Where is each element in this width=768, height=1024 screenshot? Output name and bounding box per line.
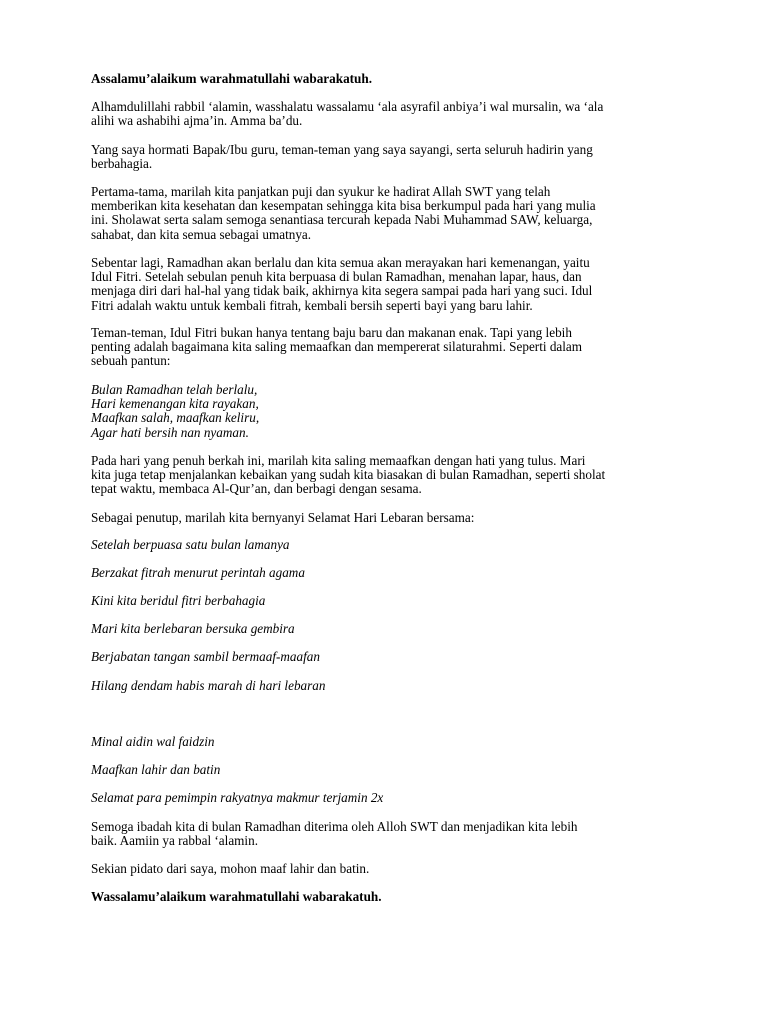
opening-line: alihi wa ashabihi ajma’in. Amma ba’du. xyxy=(91,113,303,129)
prayer-paragraph xyxy=(91,820,691,848)
song-verse-text: Kini kita beridul fitri berbahagia xyxy=(91,593,266,608)
pantun-stanza xyxy=(91,383,691,440)
song-verse-text: Selamat para pemimpin rakyatnya makmur terjamin 2x xyxy=(91,790,384,805)
blessed-day-line: tepat waktu, membaca Al-Qur’an, dan berbagi dengan sesama. xyxy=(91,481,422,497)
pantun-line: Hari kemenangan kita rayakan, xyxy=(91,396,259,412)
closing-intro xyxy=(91,511,691,525)
song-verse xyxy=(91,622,691,636)
song-verse xyxy=(91,566,691,580)
opening-line: Alhamdulillahi rabbil ‘alamin, wasshalatu wassalamu ‘ala asyrafil anbiya’i wal mursalin, wa ‘ala xyxy=(91,99,604,114)
greeting xyxy=(91,72,691,86)
farewell xyxy=(91,890,691,904)
opening-paragraph xyxy=(91,100,691,128)
ramadhan-line: Idul Fitri. Setelah sebulan penuh kita berpuasa di bulan Ramadhan, menahan lapar, haus, dan xyxy=(91,269,582,285)
gratitude-line: ini. Sholawat serta salam semoga senantiasa tercurah kepada Nabi Muhammad SAW, keluarga, xyxy=(91,212,593,228)
forgiveness-paragraph xyxy=(91,326,691,369)
apology-text: Sekian pidato dari saya, mohon maaf lahir dan batin. xyxy=(91,861,370,876)
forgiveness-line: Teman-teman, Idul Fitri bukan hanya tentang baju baru dan makanan enak. Tapi yang lebih xyxy=(91,325,572,340)
gratitude-line: memberikan kita kesehatan dan kesempatan sehingga kita bisa berkumpul pada hari yang mulia xyxy=(91,198,596,214)
song-verse-text: Berjabatan tangan sambil bermaaf-maafan xyxy=(91,649,320,664)
song-verse xyxy=(91,538,691,552)
ramadhan-line: Sebentar lagi, Ramadhan akan berlalu dan kita semua akan merayakan hari kemenangan, yaitu xyxy=(91,255,590,270)
song-verse xyxy=(91,594,691,608)
song-verse xyxy=(91,679,691,693)
forgiveness-line: sebuah pantun: xyxy=(91,353,171,369)
ramadhan-line: Fitri adalah waktu untuk kembali fitrah, kembali bersih seperti bayi yang baru lahir. xyxy=(91,297,533,313)
song-verse xyxy=(91,650,691,664)
blessed-day-line: kita juga tetap menjalankan kebaikan yang sudah kita biasakan di bulan Ramadhan, seperti sholat xyxy=(91,467,606,483)
gratitude-line: Pertama-tama, marilah kita panjatkan puji dan syukur ke hadirat Allah SWT yang telah xyxy=(91,184,551,199)
apology-paragraph xyxy=(91,862,691,876)
song-verse-text: Setelah berpuasa satu bulan lamanya xyxy=(91,537,290,552)
song-verse xyxy=(91,735,691,749)
gratitude-paragraph xyxy=(91,185,691,242)
greeting-text: Assalamu’alaikum warahmatullahi wabarakatuh. xyxy=(91,71,373,86)
ramadhan-line: menjaga diri dari hal-hal yang tidak baik, akhirnya kita segera sampai pada hari yang suci. Idul xyxy=(91,283,593,299)
song-verse xyxy=(91,763,691,777)
respect-line: Yang saya hormati Bapak/Ibu guru, teman-teman yang saya sayangi, serta seluruh hadirin yang xyxy=(91,142,593,157)
closing-intro-text: Sebagai penutup, marilah kita bernyanyi Selamat Hari Lebaran bersama: xyxy=(91,510,475,525)
song-verse xyxy=(91,791,691,805)
gratitude-line: sahabat, dan kita semua sebagai umatnya. xyxy=(91,226,312,242)
pantun-line: Bulan Ramadhan telah berlalu, xyxy=(91,382,258,397)
song-verse-text: Mari kita berlebaran bersuka gembira xyxy=(91,621,295,636)
song-verse-text: Berzakat fitrah menurut perintah agama xyxy=(91,565,305,580)
song-verse-text: Maafkan lahir dan batin xyxy=(91,762,221,777)
blessed-day-paragraph xyxy=(91,454,691,497)
blessed-day-line: Pada hari yang penuh berkah ini, marilah kita saling memaafkan dengan hati yang tulus. Mari xyxy=(91,453,586,468)
ramadhan-paragraph xyxy=(91,256,691,313)
forgiveness-line: penting adalah bagaimana kita saling memaafkan dan mempererat silaturahmi. Seperti dalam xyxy=(91,339,583,355)
prayer-line: Semoga ibadah kita di bulan Ramadhan diterima oleh Alloh SWT dan menjadikan kita lebih xyxy=(91,819,578,834)
pantun-line: Maafkan salah, maafkan keliru, xyxy=(91,410,260,426)
respect-line: berbahagia. xyxy=(91,156,153,172)
farewell-text: Wassalamu’alaikum warahmatullahi wabarakatuh. xyxy=(91,889,382,904)
respect-paragraph xyxy=(91,143,691,171)
song-verse-text: Hilang dendam habis marah di hari lebaran xyxy=(91,678,326,693)
song-verse-text: Minal aidin wal faidzin xyxy=(91,734,215,749)
prayer-line: baik. Aamiin ya rabbal ‘alamin. xyxy=(91,833,258,849)
pantun-line: Agar hati bersih nan nyaman. xyxy=(91,424,249,440)
